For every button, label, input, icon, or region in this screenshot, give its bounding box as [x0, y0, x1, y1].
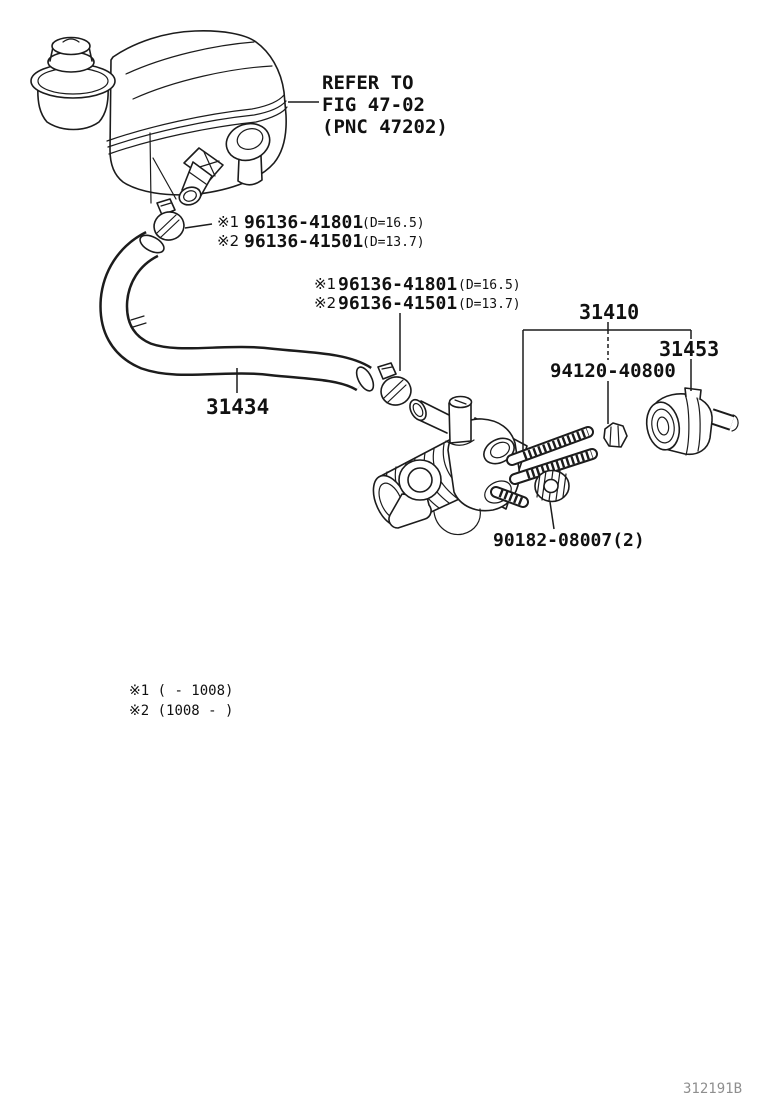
- label-31434: 31434: [206, 395, 270, 419]
- clamp-label-lower: [314, 274, 521, 314]
- damper-31453: [643, 388, 738, 455]
- cylinder-bottom-lobe: [434, 509, 480, 535]
- reservoir-tank: [31, 31, 287, 208]
- clamp-lower-row2-detail: (D=13.7): [458, 297, 521, 312]
- cap-knob-top: [52, 38, 90, 55]
- clamp-lower-row2-prefix: ※2: [314, 294, 337, 312]
- leader-clamp-upper: [185, 224, 212, 228]
- label-31410: 31410: [579, 300, 640, 324]
- hose-tick-2: [133, 323, 146, 327]
- clamp-lower-row1-part: 96136-41801: [338, 274, 458, 295]
- drawing-number: 312191B: [683, 1081, 743, 1097]
- refer-note-line1: REFER TO: [322, 72, 414, 94]
- clamp-lower-row2-part: 96136-41501: [338, 293, 458, 314]
- label-94120-40800: 94120-40800: [550, 360, 676, 382]
- clamp-upper-row2-part: 96136-41501: [244, 231, 364, 252]
- damper-tube-fill: [711, 416, 732, 423]
- master-cylinder-31410: [366, 397, 592, 535]
- elbow-open-end: [407, 397, 430, 423]
- label-90182-08007: 90182-08007(2): [493, 530, 645, 551]
- refer-note: [322, 72, 448, 138]
- clamp-upper-row2-prefix: ※2: [217, 232, 240, 250]
- footnotes: [129, 683, 233, 719]
- footnote-2: ※2 (1008 - ): [129, 703, 234, 719]
- clamp-label-upper: [217, 212, 425, 252]
- lock-nut-90182: [535, 470, 569, 502]
- plug-94120: [604, 423, 627, 447]
- nut-hole: [544, 480, 558, 493]
- clamp-lower-row1-detail: (D=16.5): [458, 278, 521, 293]
- elbow-bottom-line: [417, 419, 447, 433]
- leader-90182: [550, 502, 554, 529]
- clamp-upper-row1-part: 96136-41801: [244, 212, 364, 233]
- refer-note-line2: FIG 47-02: [322, 94, 425, 116]
- label-31453: 31453: [659, 337, 720, 361]
- plug-body: [604, 423, 627, 447]
- hose-clamp-upper: [151, 199, 187, 243]
- refer-note-line3: (PNC 47202): [322, 116, 448, 138]
- footnote-1: ※1 ( - 1008): [129, 683, 234, 699]
- clamp-upper-row1-detail: (D=16.5): [362, 216, 425, 231]
- hose-tick-1: [131, 316, 144, 320]
- clamp-upper-row1-prefix: ※1: [217, 213, 240, 231]
- hose-clamp-lower: [378, 363, 414, 408]
- clamp-upper-row2-detail: (D=13.7): [362, 235, 425, 250]
- clamp-lower-row1-prefix: ※1: [314, 275, 337, 293]
- clevis-hole: [408, 468, 432, 492]
